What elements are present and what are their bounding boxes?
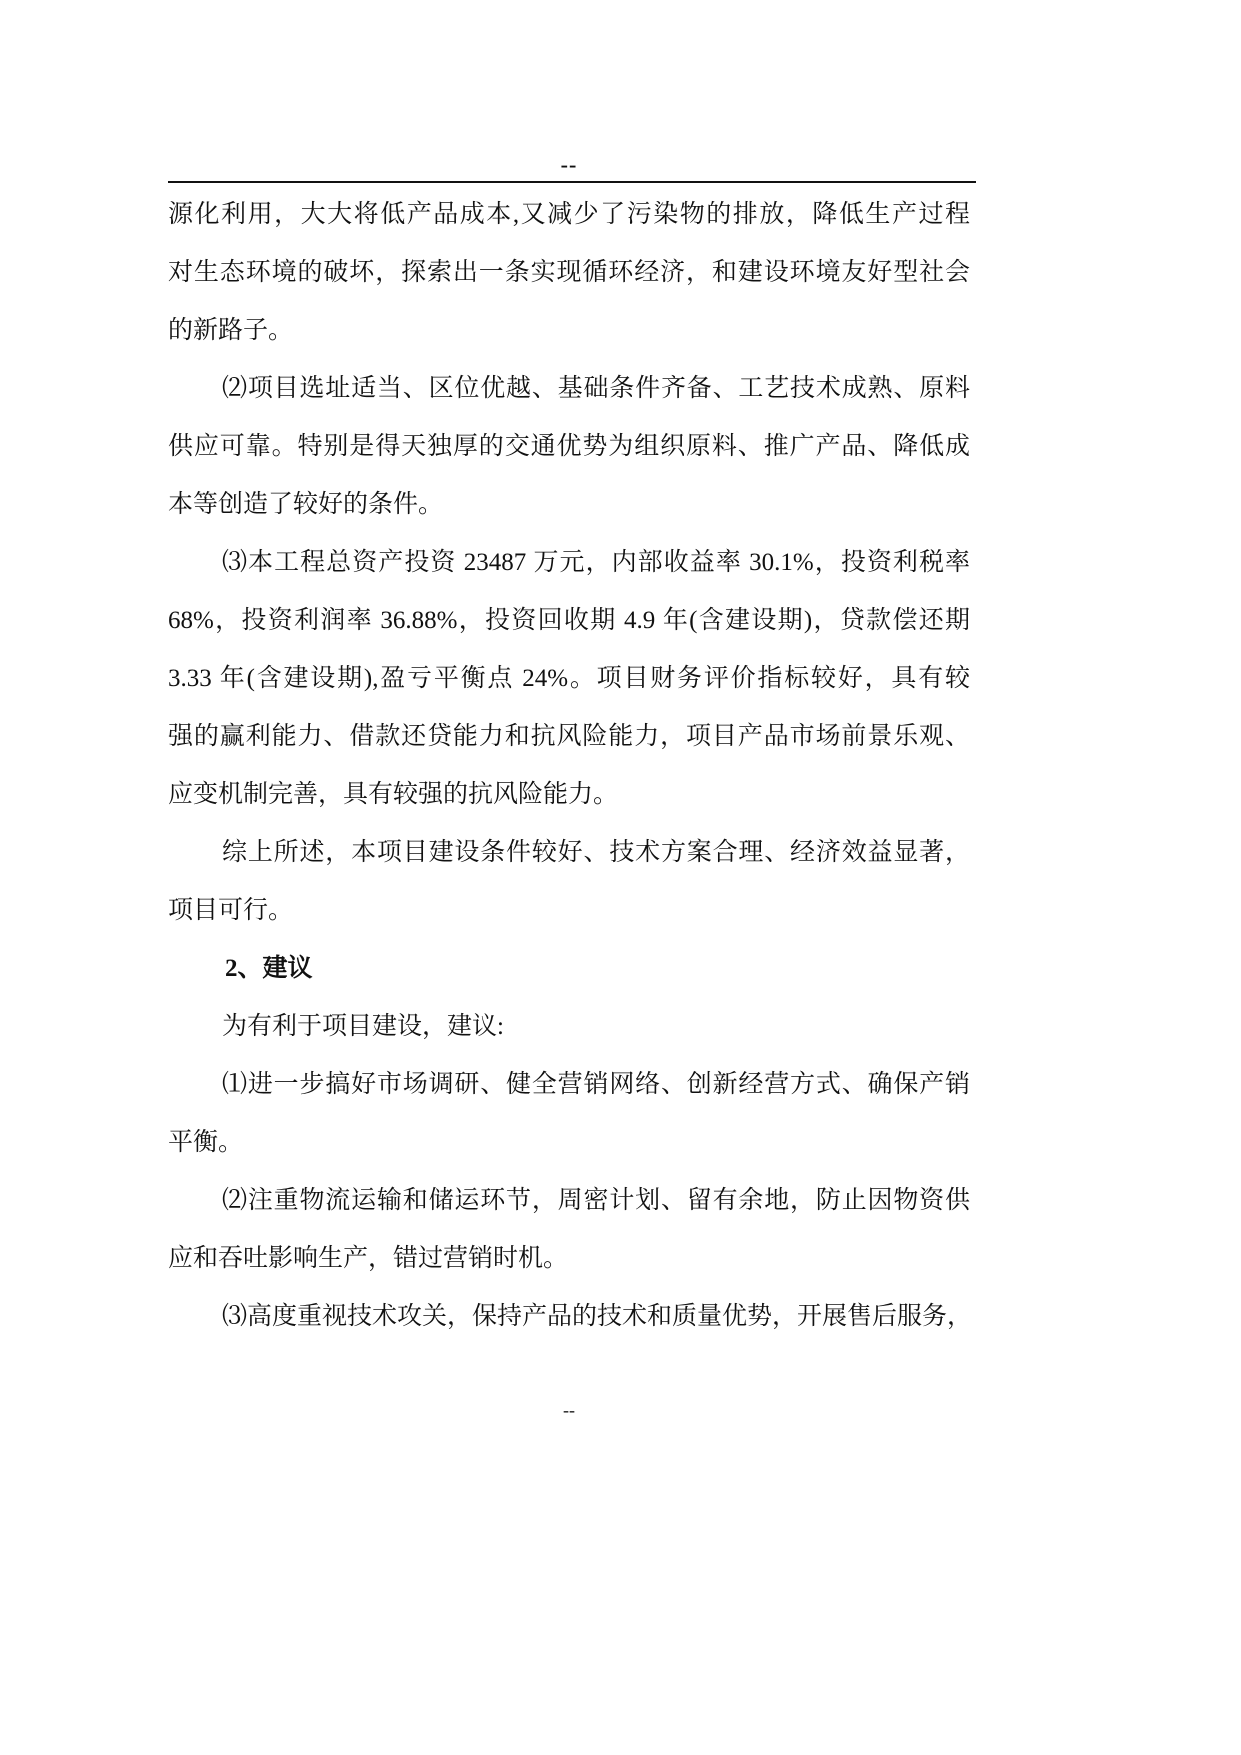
body-line: 应和吞吐影响生产，错过营销时机。 [168, 1245, 569, 1272]
body-line: ⑴进一步搞好市场调研、健全营销网络、创新经营方式、确保产销 [222, 1071, 970, 1098]
body-line: ⑶本工程总资产投资 23487 万元，内部收益率 30.1%，投资利税率 [222, 549, 970, 576]
body-line: 供应可靠。特别是得天独厚的交通优势为组织原料、推广产品、降低成 [168, 433, 970, 460]
body-line: 平衡。 [168, 1129, 244, 1156]
body-line: 对生态环境的破坏，探索出一条实现循环经济，和建设环境友好型社会 [168, 259, 970, 286]
body-line: 强的赢利能力、借款还贷能力和抗风险能力，项目产品市场前景乐观、 [168, 723, 970, 750]
page-footer-mark: -- [563, 1400, 575, 1420]
body-line: 源化利用，大大将低产品成本,又减少了污染物的排放，降低生产过程 [168, 201, 970, 228]
page-header-mark: -- [560, 152, 578, 177]
section-heading: 2、建议 [225, 955, 313, 982]
body-line: ⑵注重物流运输和储运环节，周密计划、留有余地，防止因物资供 [222, 1187, 970, 1214]
body-line: 应变机制完善，具有较强的抗风险能力。 [168, 781, 619, 808]
body-line: 3.33 年(含建设期),盈亏平衡点 24%。项目财务评价指标较好，具有较 [168, 665, 970, 692]
body-line: 项目可行。 [168, 897, 294, 924]
body-line: 本等创造了较好的条件。 [168, 491, 444, 518]
body-line: 的新路子。 [168, 317, 294, 344]
body-line: ⑵项目选址适当、区位优越、基础条件齐备、工艺技术成熟、原料 [222, 375, 970, 402]
header-divider [168, 181, 976, 183]
body-line: ⑶高度重视技术攻关，保持产品的技术和质量优势，开展售后服务， [222, 1303, 973, 1330]
body-line: 综上所述，本项目建设条件较好、技术方案合理、经济效益显著， [222, 839, 970, 866]
body-line: 68%，投资利润率 36.88%，投资回收期 4.9 年(含建设期)，贷款偿还期 [168, 607, 970, 634]
body-line: 为有利于项目建设，建议: [222, 1013, 504, 1040]
